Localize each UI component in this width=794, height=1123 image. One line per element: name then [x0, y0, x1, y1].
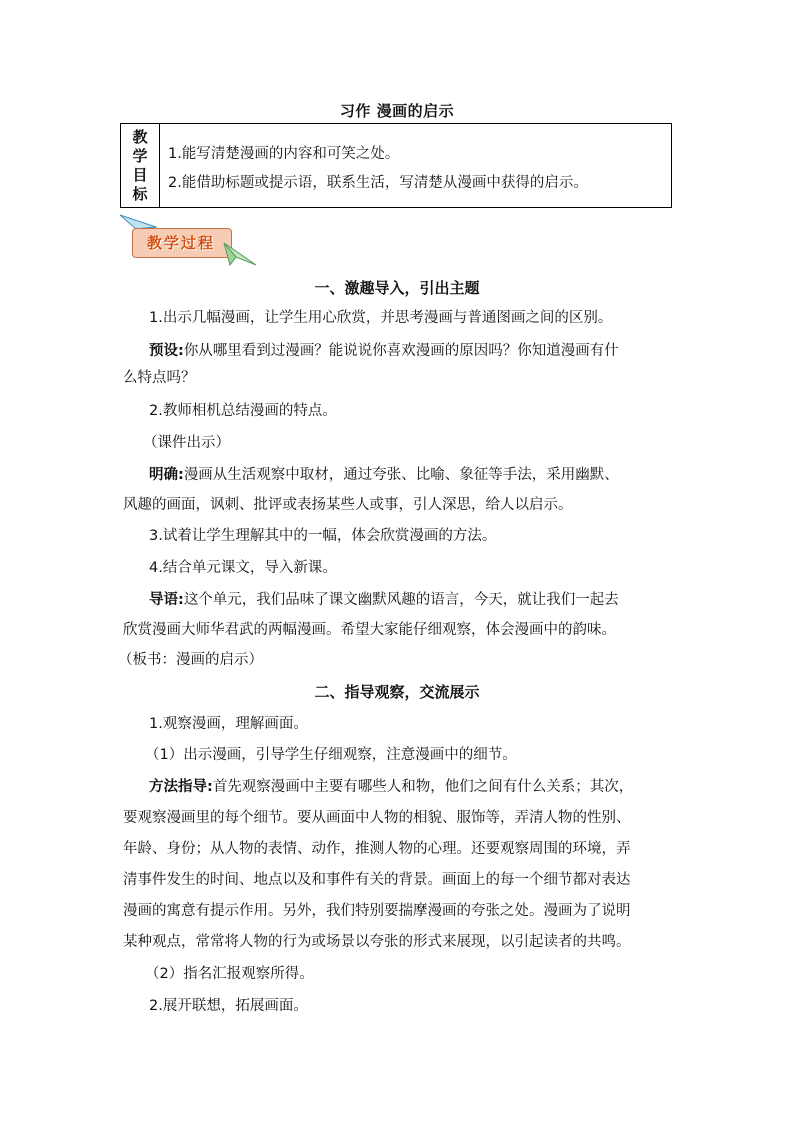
paragraph-continuation: 要观察漫画里的每个细节。要从画面中人物的相貌、服饰等，弄清人物的性别、 [123, 810, 631, 826]
paragraph [123, 587, 701, 614]
paragraph: 3.试着让学生理解其中的一幅，体会欣赏漫画的方法。 [149, 528, 497, 544]
paragraph: 1.观察漫画，理解画面。 [149, 716, 308, 732]
paragraph: 4.结合单元课文，导入新课。 [149, 560, 337, 576]
paragraph-text: 首先观察漫画中主要有哪些人和物，他们之间有什么关系；其次， [212, 779, 634, 795]
paragraph: （2）指名汇报观察所得。 [145, 966, 314, 982]
goals-header [121, 124, 160, 207]
goals-header-char: 教 [132, 127, 148, 146]
keyword-label: 导语: [149, 592, 184, 608]
paragraph [123, 774, 701, 801]
paragraph-text: 漫画从生活观察中取材，通过夸张、比喻、象征等手法，采用幽默、 [183, 467, 619, 483]
paragraph-continuation: 清事件发生的时间、地点以及和事件有关的背景。画面上的每一个细节都对表达 [123, 872, 631, 888]
paragraph [123, 338, 701, 365]
paragraph [123, 462, 701, 489]
keyword-label: 预设: [149, 343, 184, 359]
keyword-label: 明确: [149, 467, 184, 483]
goal-item: 2.能借助标题或提示语，联系生活，写清楚从漫画中获得的启示。 [168, 175, 588, 191]
goals-header-char: 目 [132, 165, 148, 184]
board-note: （板书：漫画的启示） [118, 652, 263, 668]
paragraph: （1）出示漫画，引导学生仔细观察，注意漫画中的细节。 [145, 747, 517, 763]
goal-item: 1.能写清楚漫画的内容和可笑之处。 [168, 146, 400, 162]
paragraph-continuation: 风趣的画面，讽刺、批评或表扬某些人或事，引人深思，给人以启示。 [123, 497, 573, 513]
teaching-process-banner [118, 213, 258, 271]
section-heading: 二、指导观察，交流展示 [314, 683, 480, 701]
banner-label: 教学过程 [146, 233, 215, 252]
paper-plane-icon [222, 239, 258, 269]
paragraph-text: 你从哪里看到过漫画？能说说你喜欢漫画的原因吗？你知道漫画有什 [183, 343, 619, 359]
paragraph-continuation: 年龄、身份；从人物的表情、动作，推测人物的心理。还要观察周围的环境，弄 [123, 841, 631, 857]
page-title: 习作 漫画的启示 [339, 102, 455, 120]
teaching-goals-table [120, 123, 672, 208]
paragraph: 2.教师相机总结漫画的特点。 [149, 403, 337, 419]
goals-content [160, 124, 671, 207]
goals-header-char: 标 [132, 184, 148, 203]
paragraph-continuation: 么特点吗？ [123, 370, 196, 386]
paragraph: 2.展开联想，拓展画面。 [149, 998, 308, 1014]
paragraph-continuation: 欣赏漫画大师华君武的两幅漫画。希望大家能仔细观察，体会漫画中的韵味。 [123, 622, 616, 638]
paragraph-continuation: 漫画的寓意有提示作用。另外，我们特别要揣摩漫画的夸张之处。漫画为了说明 [123, 903, 631, 919]
paragraph-text: 这个单元，我们品味了课文幽默风趣的语言，今天，就让我们一起去 [183, 592, 619, 608]
paragraph-continuation: 某种观点，常常将人物的行为或场景以夸张的形式来展现，以引起读者的共鸣。 [123, 934, 631, 950]
keyword-label: 方法指导: [149, 779, 213, 795]
paragraph: 1.出示几幅漫画，让学生用心欣赏，并思考漫画与普通图画之间的区别。 [149, 310, 613, 326]
section-heading: 一、激趣导入，引出主题 [314, 279, 480, 297]
goals-header-char: 学 [132, 146, 148, 165]
paragraph: （课件出示） [143, 435, 230, 451]
